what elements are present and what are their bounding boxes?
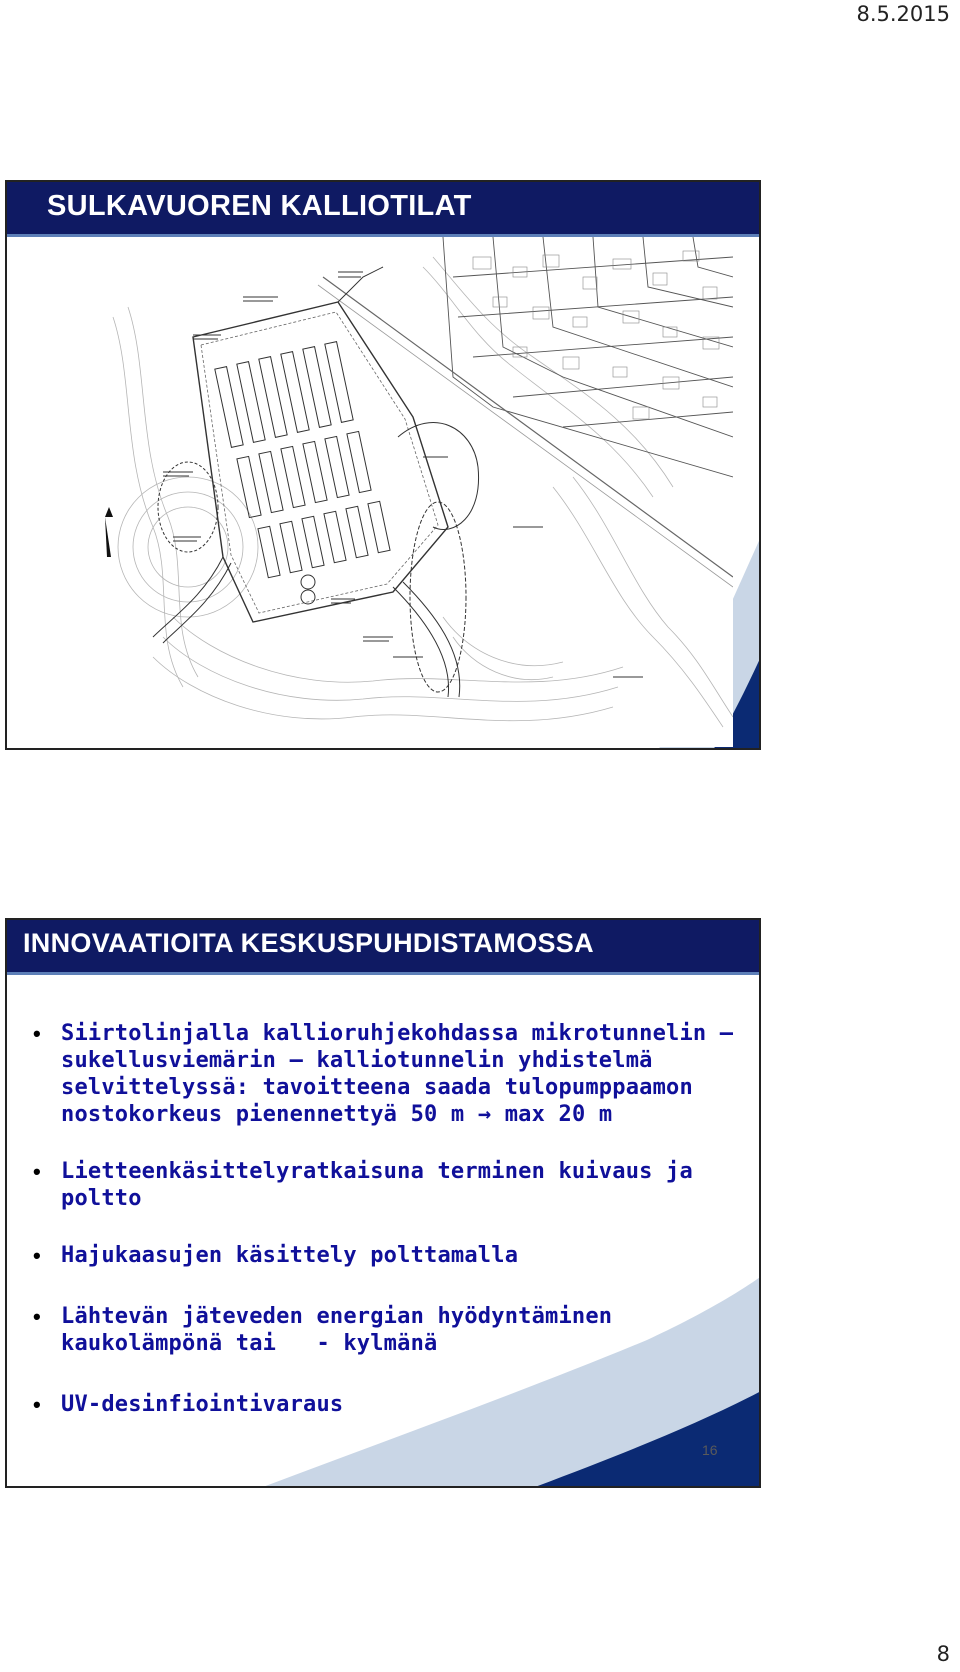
bullet-line: • Hajukaasujen käsittely polttamalla [61, 1243, 519, 1268]
page-date: 8.5.2015 [856, 2, 950, 26]
bullet-line: • Lähtevän jäteveden energian hyödyntäminen [61, 1304, 613, 1329]
bullet-item [29, 1158, 729, 1212]
slide-innovations [5, 918, 761, 1488]
slide-title: SULKAVUOREN KALLIOTILAT [47, 190, 472, 222]
slide-number: 16 [702, 1442, 718, 1458]
bullet-line: kaukolämpönä tai - kylmänä [61, 1331, 438, 1356]
site-plan-drawing [93, 237, 733, 747]
arrow-icon: → [477, 1102, 492, 1127]
bullet-line: selvittelyssä: tavoitteena saada tulopumppaamon [61, 1075, 693, 1100]
bullet-line [61, 1101, 729, 1128]
bullet-line: poltto [61, 1186, 142, 1211]
bullet-item [29, 1242, 729, 1269]
bullet-text: nostokorkeus pienennettyä 50 m [61, 1102, 465, 1127]
bullet-item [29, 1020, 734, 1128]
bullet-line: • Lietteenkäsittelyratkaisuna terminen kuivaus ja [61, 1159, 693, 1184]
bullet-list [29, 1020, 734, 1456]
bullet-line: sukellusviemärin – kalliotunnelin yhdistelmä [61, 1048, 653, 1073]
bullet-line: • Siirtolinjalla kallioruhjekohdassa mikrotunnelin – [61, 1021, 734, 1046]
bullet-line: • UV-desinfiointivaraus [61, 1392, 344, 1417]
bullet-item [29, 1391, 729, 1418]
slide-site-plan [5, 180, 761, 750]
slide-title: INNOVAATIOITA KESKUSPUHDISTAMOSSA [23, 928, 594, 958]
bullet-item [29, 1303, 729, 1357]
bullet-text: max 20 m [504, 1102, 613, 1127]
page-number: 8 [936, 1642, 950, 1666]
